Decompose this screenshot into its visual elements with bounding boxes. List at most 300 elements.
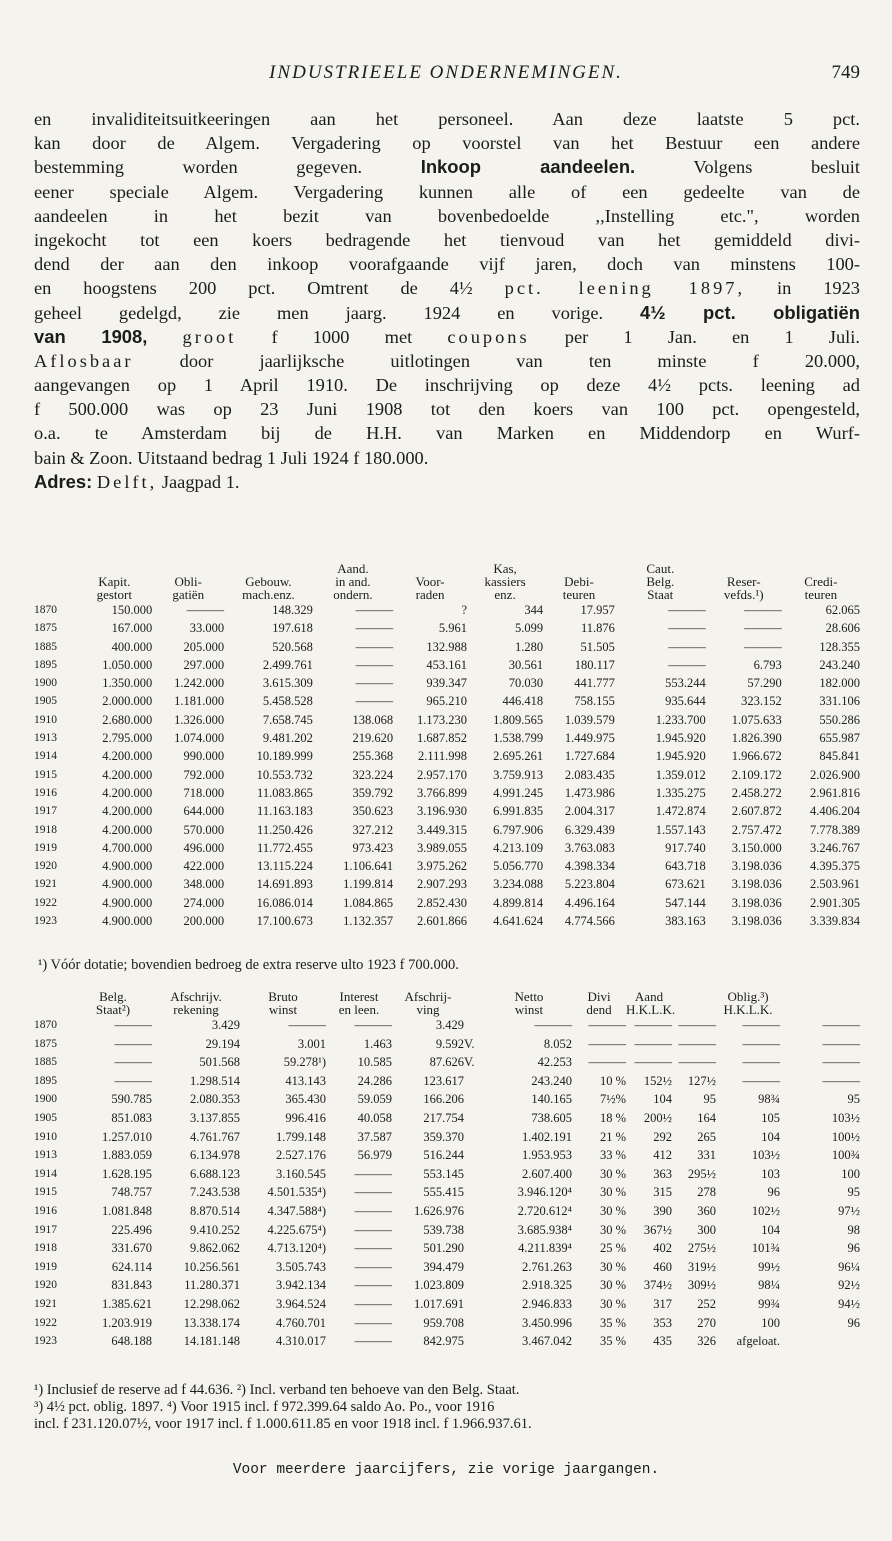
value-cell: ——— [354,1278,392,1293]
column-header: teuren [804,587,838,602]
value-cell: 292 [653,1129,672,1144]
value-cell: 7½% [599,1092,626,1107]
text-run: Delft, [96,471,158,492]
value-cell: ——— [588,1036,626,1051]
value-cell: 42.253 [537,1055,572,1070]
value-cell: 96 [847,1315,860,1330]
text-run: aandeelen in het bezit van bovenbedoelde ,,Instelling etc.", worden [34,205,860,226]
value-cell: ——— [354,1222,392,1237]
text-run: en invaliditeitsuitkeeringen aan het personeel. Aan deze laatste 5 pct. [34,109,860,129]
value-cell: 265 [697,1129,716,1144]
value-cell: 959.708 [423,1315,464,1330]
value-cell: 555.415 [423,1185,464,1200]
value-cell: 3.763.083 [564,840,615,855]
value-cell: 1.350.000 [102,676,153,691]
value-cell: 4.225.675⁴) [267,1222,326,1237]
value-cell: 365.430 [285,1092,326,1107]
value-cell: 1.074.000 [174,731,225,746]
value-cell: ——— [678,1055,716,1070]
value-cell [464,1165,486,1184]
value-cell: 3.198.036 [731,914,782,929]
year-cell: 1917 [34,805,57,818]
column-header: Aand [634,989,664,1004]
value-cell: 1.626.976 [414,1203,464,1218]
value-cell: 30 % [599,1185,626,1200]
value-cell: 278 [697,1185,716,1200]
value-cell: 2.957.170 [417,767,468,782]
value-cell: 28.606 [825,621,860,636]
value-cell: 3.685.938⁴ [517,1222,572,1237]
value-cell: 11.163.183 [257,804,313,819]
value-cell: 2.695.261 [493,749,544,764]
value-cell: 435 [653,1334,672,1349]
value-cell: 3.198.036 [731,877,782,892]
value-cell: 4.900.000 [102,895,153,910]
value-cell: 2.004.317 [564,804,615,819]
value-cell: 655.987 [819,731,860,746]
value-cell: ——— [355,694,394,709]
text-line [34,107,860,131]
table-row [34,821,860,839]
text-run: van 1908, [34,325,148,347]
value-cell [464,1295,486,1314]
value-cell: 3.766.899 [417,785,468,800]
text-line [34,204,860,228]
text-run: f 500.000 was op 23 Juni 1908 tot den koers van 100 pct. opengesteld, [34,399,860,420]
value-cell: ——— [822,1055,860,1070]
value-cell: 1.809.565 [493,712,544,727]
value-cell: 624.114 [111,1259,152,1274]
text-line [34,470,860,494]
value-cell: 30 % [599,1278,626,1293]
value-cell: 6.329.439 [564,822,615,837]
value-cell: 4.760.701 [276,1315,326,1330]
text-run: per 1 Jan. en 1 Juli. [529,326,860,347]
value-cell: 4.900.000 [102,859,153,874]
value-cell [780,1332,860,1351]
table-row [34,894,860,912]
table-row [34,1146,860,1165]
table-row [34,875,860,893]
table-row [34,1053,860,1072]
value-cell: 243.240 [531,1073,572,1088]
column-header: Kas, [493,561,517,576]
value-cell: 217.754 [423,1110,464,1125]
value-cell [464,1202,486,1221]
value-cell: 1.050.000 [102,657,153,672]
value-cell: 9.862.062 [190,1241,240,1256]
value-cell: 4.899.814 [493,895,544,910]
column-header [464,990,486,1003]
table-row [34,674,860,692]
column-header [34,588,76,601]
column-header: Reser- [726,574,761,589]
value-cell: 1.257.010 [102,1129,152,1144]
value-cell: ——— [744,621,782,636]
value-cell: 323.224 [352,767,394,782]
text-line [34,301,860,325]
value-cell: 5.223.804 [564,877,615,892]
value-cell: 2.961.816 [810,785,860,800]
value-cell: 8.870.514 [190,1203,240,1218]
table-row [34,1072,860,1091]
value-cell: 59.278¹) [283,1055,326,1070]
value-cell: 3.150.000 [731,840,782,855]
year-cell: 1885 [34,1056,57,1069]
value-cell: 1.017.691 [414,1296,464,1311]
value-cell: 4.991.245 [493,785,544,800]
year-cell: 1915 [34,768,57,781]
value-cell: 10.256.561 [183,1259,240,1274]
year-cell: 1922 [34,896,57,909]
year-cell: 1914 [34,750,57,763]
value-cell: 17.957 [580,603,615,617]
text-line [34,325,860,349]
year-cell: 1914 [34,1167,57,1180]
value-cell: 965.210 [426,694,468,709]
value-cell: ——— [355,621,394,636]
year-cell: 1918 [34,1242,57,1255]
value-cell: 1.449.975 [564,731,615,746]
year-cell: 1905 [34,1111,57,1124]
value-cell: ——— [668,603,706,617]
year-cell: 1885 [34,640,57,653]
value-cell: 13.338.174 [183,1315,240,1330]
table-row [34,638,860,656]
value-cell: 30 % [599,1203,626,1218]
column-header: Gebouw. [245,574,292,589]
table-row [34,692,860,710]
value-cell: 4.406.204 [810,804,860,819]
value-cell: 95 [847,1185,860,1200]
value-cell: 590.785 [111,1092,152,1107]
text-run: bain & Zoon. Uitstaand bedrag 1 Juli 1924 f 180.000. [34,447,429,468]
table-row [34,1035,860,1054]
table-row [34,1295,860,1314]
column-header [34,1003,74,1016]
value-cell: 644.000 [183,804,225,819]
value-cell: 87.626 [429,1055,464,1070]
text-run: groot [182,326,237,347]
value-cell: ——— [354,1241,392,1256]
value-cell: 4.774.566 [564,914,615,929]
value-cell: 547.144 [665,895,706,910]
value-cell: ——— [634,1036,672,1051]
value-cell: 1.727.684 [564,749,615,764]
value-cell: 1.826.390 [731,731,782,746]
value-cell: 748.757 [111,1185,152,1200]
value-cell: 331.106 [819,694,860,709]
value-cell: 1.687.852 [417,731,468,746]
value-cell: 1.203.919 [102,1315,152,1330]
value-cell: 2.761.263 [522,1259,572,1274]
value-cell: 996.416 [285,1110,326,1125]
value-cell: 6.793 [753,657,782,672]
value-cell: 350.623 [352,804,394,819]
text-run: aangevangen op 1 April 1910. De inschrijving op deze 4½ pcts. leening ad [34,375,860,396]
value-cell: 197.618 [272,621,313,636]
value-cell: 323.152 [741,694,782,709]
value-cell [464,1146,486,1165]
value-cell: 2.901.305 [810,895,860,910]
value-cell: 3.198.036 [731,859,782,874]
value-cell: 1.883.059 [102,1148,152,1163]
value-cell: 3.429 [211,1018,240,1032]
table-row [34,784,860,802]
column-header: en leen. [338,1002,380,1017]
value-cell: 5.458.528 [262,694,313,709]
value-cell: 5.056.770 [493,859,544,874]
value-cell: 553.244 [665,676,706,691]
value-cell: 446.418 [502,694,544,709]
footnote-line: ³) 4½ pct. oblig. 1897. ⁴) Voor 1915 incl. f 972.399.64 saldo Ao. Po., voor 1916 [34,1399,495,1415]
text-run: Aflosbaar [34,350,134,371]
balance-table [34,562,860,930]
value-cell: 100 [841,1166,860,1181]
table-row [34,839,860,857]
value-cell: ——— [742,1055,780,1070]
value-cell: 4.200.000 [102,785,153,800]
table-row [34,1258,860,1277]
column-header: Kapit. [98,574,131,589]
value-cell: 326 [697,1334,716,1349]
value-cell: 4.200.000 [102,749,153,764]
table-row [34,802,860,820]
running-title: INDUSTRIEELE ONDERNEMINGEN. [269,62,623,83]
table-row [34,1239,860,1258]
value-cell: 1.233.700 [655,712,706,727]
value-cell: 103½ [751,1148,780,1163]
value-cell: 718.000 [183,785,225,800]
value-cell: ——— [668,639,706,654]
value-cell: 97½ [838,1203,860,1218]
value-cell: 92½ [838,1278,860,1293]
value-cell [464,1090,486,1109]
value-cell: 643.718 [665,859,706,874]
value-cell: 1.181.000 [174,694,225,709]
value-cell: 460 [653,1259,672,1274]
value-cell: 2.026.900 [810,767,860,782]
value-cell: 363 [653,1166,672,1181]
value-cell: 315 [653,1185,672,1200]
value-cell: 516.244 [423,1148,464,1163]
year-cell: 1900 [34,677,57,690]
value-cell: 180.117 [574,657,615,672]
value-cell: 10.189.999 [256,749,313,764]
value-cell: 4.761.767 [190,1129,240,1144]
value-cell: 3.198.036 [731,895,782,910]
value-cell: 3.505.743 [276,1259,326,1274]
value-cell: 3.942.134 [276,1278,326,1293]
column-header: gestort [96,587,132,602]
value-cell: 348.000 [183,877,225,892]
value-cell: 319½ [687,1259,716,1274]
value-cell: 422.000 [183,859,225,874]
column-header: H.K.L.K. [626,1002,676,1017]
value-cell: 17.100.673 [256,914,313,929]
value-cell: 3.001 [297,1036,326,1051]
value-cell: 138.068 [352,712,394,727]
value-cell: 297.000 [183,657,225,672]
value-cell: ——— [822,1036,860,1051]
value-cell: 4.200.000 [102,804,153,819]
value-cell: 4.496.164 [564,895,615,910]
value-cell: 3.234.088 [493,877,544,892]
value-cell: ? [461,603,468,617]
value-cell [464,1221,486,1240]
text-run: door jaarlijksche uitlotingen van ten minste f 20.000, [133,350,860,371]
text-run: coupons [447,326,530,347]
text-run: o.a. te Amsterdam bij de H.H. van Marken en Middendorp en Wurf- [34,423,860,444]
body-paragraph [34,107,860,494]
text-line [34,373,860,397]
value-cell: 3.246.767 [810,840,860,855]
year-cell: 1913 [34,732,57,745]
text-run: bestemming worden gegeven. [34,157,421,178]
text-line [34,228,860,252]
value-cell: 2.757.472 [731,822,782,837]
value-cell: 14.181.148 [183,1334,240,1349]
year-cell: 1875 [34,1037,57,1050]
column-header [34,562,76,575]
column-header: Divi [587,989,611,1004]
value-cell: 2.720.612⁴ [517,1203,572,1218]
value-cell: ——— [354,1166,392,1181]
more-years-note: Voor meerdere jaarcijfers, zie vorige jaargangen. [232,1462,660,1478]
value-cell: 3.450.996 [522,1315,572,1330]
value-cell: 2.607.872 [731,804,782,819]
value-cell: 383.163 [665,914,706,929]
text-line [34,421,860,445]
value-cell [464,1239,486,1258]
value-cell: ——— [354,1296,392,1311]
year-cell: 1895 [34,1074,57,1087]
value-cell: 105 [761,1110,780,1125]
column-header [780,1003,860,1016]
value-cell: 1.326.000 [174,712,225,727]
column-header: Debi- [564,574,594,589]
value-cell: 4.398.334 [564,859,615,874]
value-cell: 12.298.062 [183,1296,240,1311]
text-line [34,446,860,470]
value-cell: 11.280.371 [184,1278,240,1293]
value-cell: 152½ [643,1073,672,1088]
year-cell: 1913 [34,1149,57,1162]
text-run: in 1923 [745,278,860,299]
value-cell: 167.000 [111,621,153,636]
value-cell: 1.199.814 [343,877,394,892]
value-cell: 2.111.998 [417,749,468,764]
table-row [34,766,860,784]
value-cell: 1.084.865 [343,895,394,910]
value-cell: 99½ [758,1259,780,1274]
text-line [34,252,860,276]
value-cell: 6.797.906 [493,822,544,837]
profit-footnotes [34,1382,860,1433]
column-header: Afschrijv. [170,989,222,1004]
value-cell: 2.499.761 [262,657,313,672]
value-cell: 353 [653,1315,672,1330]
value-cell: 270 [697,1315,716,1330]
value-cell: 104 [761,1222,780,1237]
year-cell: 1905 [34,695,57,708]
value-cell: 59.059 [357,1092,392,1107]
value-cell: 101¾ [751,1241,780,1256]
value-cell: 6.134.978 [190,1148,240,1163]
value-cell: ——— [355,676,394,691]
value-cell: ——— [114,1036,152,1051]
year-cell: 1921 [34,1297,57,1310]
value-cell: 9.410.252 [190,1222,240,1237]
value-cell: ——— [114,1018,152,1032]
value-cell: 4.200.000 [102,767,153,782]
value-cell: 219.620 [352,731,394,746]
table-row [34,1314,860,1333]
column-header: Oblig.³) [727,989,769,1004]
text-line [34,155,860,179]
value-cell: 123.617 [423,1073,464,1088]
value-cell: ——— [114,1055,152,1070]
value-cell: 3.449.315 [417,822,468,837]
text-run: Jaagpad 1. [157,471,240,492]
value-cell [464,1276,486,1295]
value-cell: 4.900.000 [102,877,153,892]
value-cell: 973.423 [352,840,394,855]
value-cell: 1.242.000 [174,676,225,691]
value-cell: 10 % [599,1073,626,1088]
value-cell: 252 [697,1296,716,1311]
value-cell: 2.680.000 [102,712,153,727]
text-run: eener speciale Algem. Vergadering kunnen alle of een gedeelte van de [34,181,860,202]
value-cell: ——— [678,1018,716,1032]
value-cell: 2.852.430 [417,895,468,910]
value-cell: 40.058 [357,1110,392,1125]
value-cell: 2.503.961 [810,877,860,892]
value-cell: 520.568 [272,639,313,654]
value-cell: 10.585 [357,1055,392,1070]
value-cell: 317 [653,1296,672,1311]
value-cell: ——— [634,1055,672,1070]
value-cell: ——— [678,1036,716,1051]
value-cell: 29.194 [205,1036,240,1051]
year-cell: 1923 [34,1335,57,1348]
value-cell: 990.000 [183,749,225,764]
value-cell: 1.538.799 [493,731,544,746]
value-cell: 255.368 [352,749,394,764]
year-cell: 1870 [34,1019,57,1031]
table-row [34,1332,860,1351]
value-cell: 2.000.000 [102,694,153,709]
value-cell: 30 % [599,1296,626,1311]
column-header: vefds.¹) [723,587,764,602]
value-cell: 70.030 [508,676,544,691]
table-row [34,1128,860,1147]
value-cell: 14.691.893 [256,877,313,892]
year-cell: 1910 [34,1130,57,1143]
value-cell: 6.991.835 [493,804,544,819]
footnote-line: incl. f 231.120.07½, voor 1917 incl. f 1.000.611.85 en voor 1918 incl. f 1.966.937.61. [34,1416,532,1432]
value-cell: 1.945.920 [655,731,706,746]
text-line [34,180,860,204]
value-cell: ——— [354,1185,392,1200]
value-cell: 33 % [599,1148,626,1163]
footnote-line: ¹) Inclusief de reserve ad f 44.636. ²) Incl. verband ten behoeve van den Belg. Staat. [34,1382,520,1398]
table-row [34,1276,860,1295]
value-cell [464,1016,486,1035]
value-cell: ——— [186,603,225,617]
table-row [34,912,860,930]
text-run: Adres: [34,470,93,492]
